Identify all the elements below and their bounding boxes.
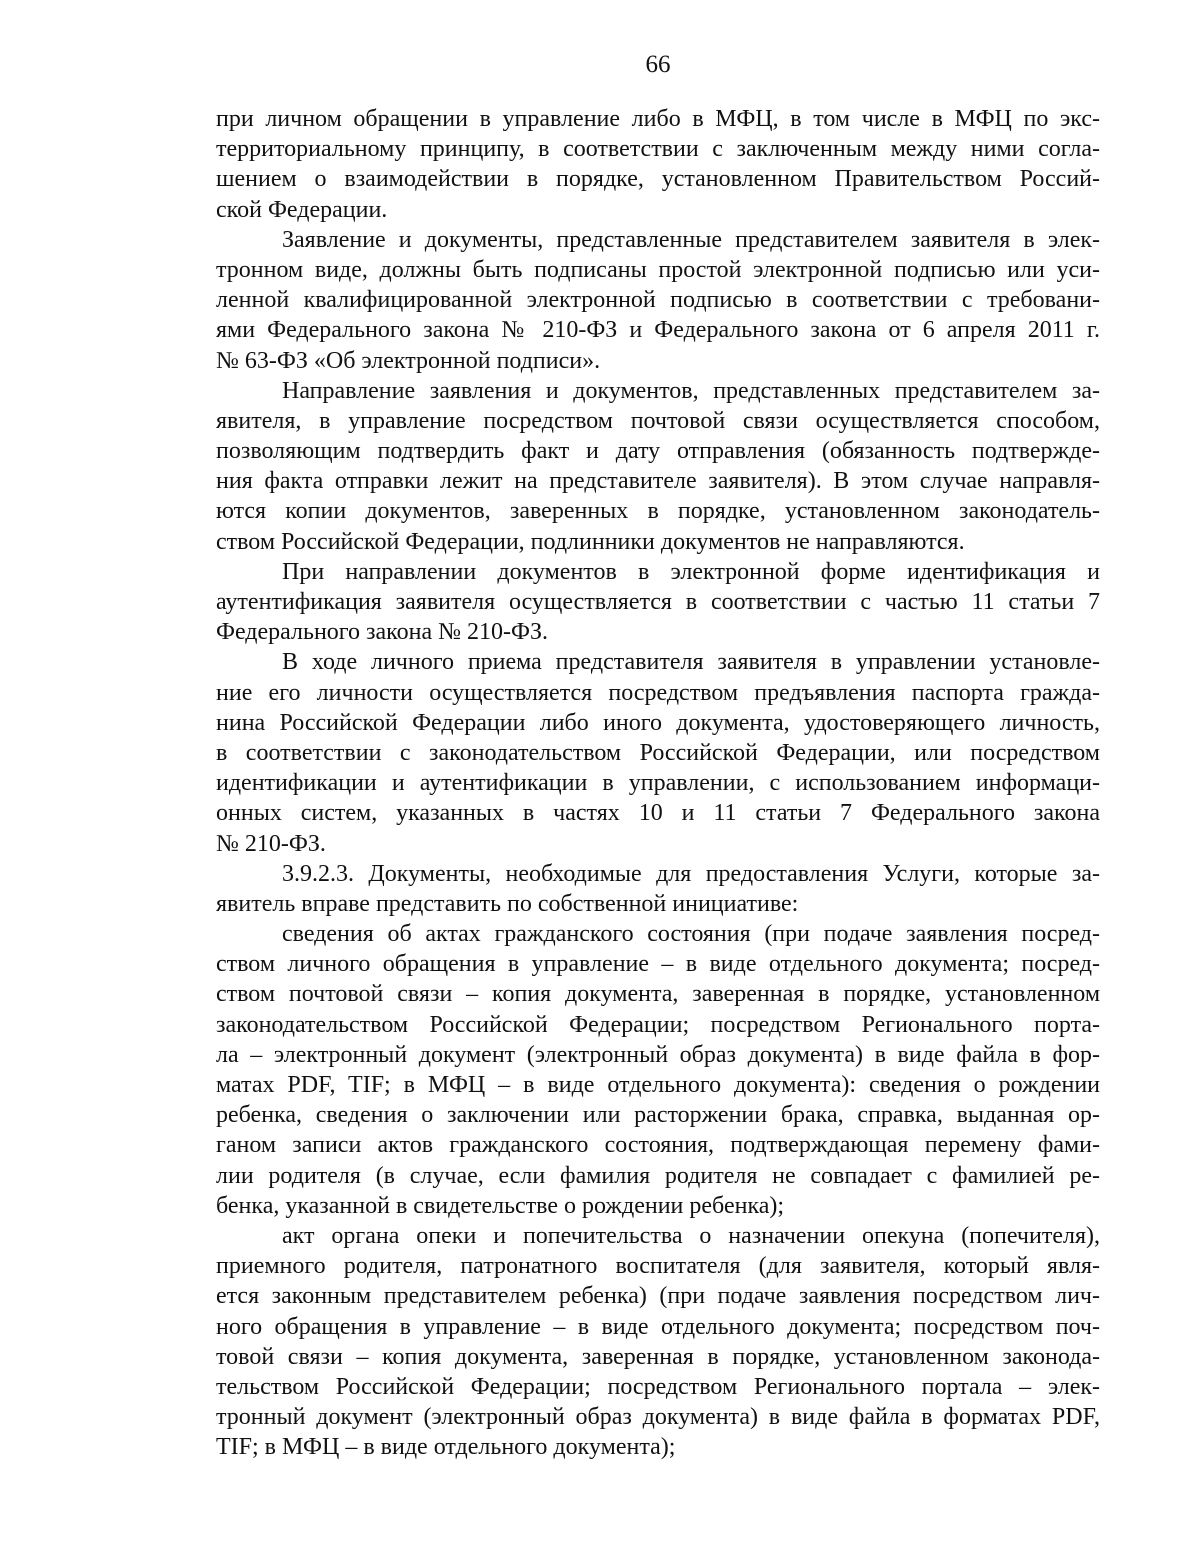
text-line: ребенка, сведения о заключении или расторжении брака, справка, выданная ор- — [216, 1102, 1100, 1129]
text-line: ганом записи актов гражданского состояния, подтверждающая перемену фами- — [216, 1132, 1100, 1159]
text-line: аутентификация заявителя осуществляется в соответствии с частью 11 статьи 7 — [216, 589, 1100, 615]
text-line: В ходе личного приема представителя заявителя в управлении установле- — [282, 649, 1100, 676]
page-number: 66 — [645, 51, 671, 78]
text-line: ного обращения в управление – в виде отдельного документа; посредством поч- — [216, 1313, 1100, 1340]
text-line: тельством Российской Федерации; посредством Регионального портала – элек- — [216, 1373, 1100, 1400]
text-line: ством личного обращения в управление – в виде отдельного документа; посред- — [216, 951, 1100, 978]
text-line: лии родителя (в случае, если фамилия родителя не совпадает с фамилией ре- — [216, 1162, 1100, 1189]
text-line: позволяющим подтвердить факт и дату отправления (обязанность подтвержде- — [216, 438, 1100, 465]
text-line: сведения об актах гражданского состояния (при подаче заявления посред- — [282, 921, 1100, 948]
text-line: тронном виде, должны быть подписаны простой электронной подписью или уси- — [216, 256, 1100, 283]
text-line: бенка, указанной в свидетельстве о рождении ребенка); — [216, 1192, 785, 1219]
text-line: матах PDF, TIF; в МФЦ – в виде отдельного документа): сведения о рождении — [216, 1072, 1100, 1098]
text-line: ние его личности осуществляется посредством предъявления паспорта гражда- — [216, 679, 1100, 706]
text-line: явителя, в управление посредством почтовой связи осуществляется способом, — [216, 407, 1100, 434]
text-line: акт органа опеки и попечительства о назначении опекуна (попечителя), — [282, 1222, 1100, 1249]
text-line: При направлении документов в электронной форме идентификация и — [282, 558, 1100, 585]
text-line: ются копии документов, заверенных в порядке, установленном законодатель- — [216, 498, 1100, 525]
text-line: приемного родителя, патронатного воспитателя (для заявителя, который явля- — [216, 1253, 1100, 1280]
text-line: 3.9.2.3. Документы, необходимые для предоставления Услуги, которые за- — [282, 860, 1100, 887]
text-line: ством почтовой связи – копия документа, заверенная в порядке, установленном — [216, 981, 1100, 1008]
text-line: законодательством Российской Федерации; посредством Регионального порта- — [216, 1011, 1100, 1038]
text-line: онных систем, указанных в частях 10 и 11 статьи 7 Федерального закона — [216, 800, 1100, 827]
text-line: ской Федерации. — [216, 196, 388, 223]
text-line: Направление заявления и документов, представленных представителем за- — [282, 377, 1100, 404]
text-line: тронный документ (электронный образ документа) в виде файла в форматах PDF, — [216, 1404, 1100, 1431]
text-line: ленной квалифицированной электронной подписью в соответствии с требовани- — [216, 287, 1100, 314]
document-body — [216, 104, 1100, 1462]
text-line: товой связи – копия документа, заверенная в порядке, установленном законода- — [216, 1343, 1100, 1370]
text-line: Федерального закона № 210-ФЗ. — [216, 619, 548, 646]
text-line: шением о взаимодействии в порядке, установленном Правительством Россий- — [216, 166, 1100, 193]
text-line: территориальному принципу, в соответствии с заключенным между ними согла- — [216, 136, 1100, 163]
text-line: № 63-ФЗ «Об электронной подписи». — [216, 347, 601, 374]
text-line: при личном обращении в управление либо в МФЦ, в том числе в МФЦ по экс- — [216, 106, 1100, 132]
text-line: TIF; в МФЦ – в виде отдельного документа); — [216, 1434, 676, 1461]
text-line: Заявление и документы, представленные представителем заявителя в элек- — [282, 226, 1100, 253]
text-line: идентификации и аутентификации в управлении, с использованием информаци- — [216, 770, 1100, 797]
text-line: ями Федерального закона № 210-ФЗ и Федерального закона от 6 апреля 2011 г. — [216, 317, 1100, 344]
text-line: ния факта отправки лежит на представителе заявителя). В этом случае направля- — [216, 468, 1100, 495]
text-line: явитель вправе представить по собственной инициативе: — [216, 890, 799, 917]
text-line: в соответствии с законодательством Российской Федерации, или посредством — [216, 739, 1100, 766]
text-line: ством Российской Федерации, подлинники документов не направляются. — [216, 528, 965, 555]
text-line: ется законным представителем ребенка) (при подаче заявления посредством лич- — [216, 1283, 1100, 1310]
text-line: ла – электронный документ (электронный образ документа) в виде файла в фор- — [216, 1041, 1100, 1068]
text-line: нина Российской Федерации либо иного документа, удостоверяющего личность, — [216, 709, 1100, 736]
text-line: № 210-ФЗ. — [216, 830, 326, 857]
